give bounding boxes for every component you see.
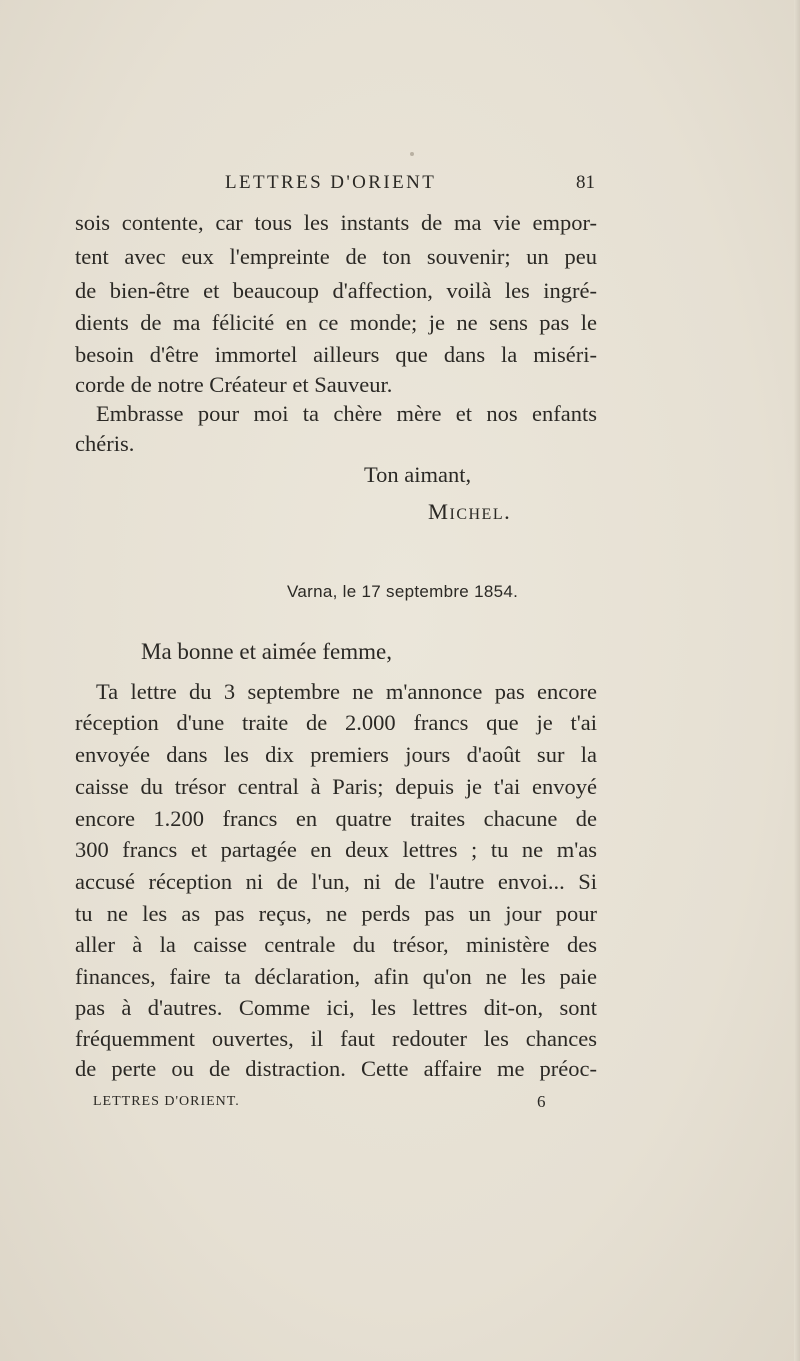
- signature-mark: 6: [537, 1092, 546, 1111]
- text-line: 300 francs et partagée en deux lettres ; tu ne m'as: [75, 837, 597, 862]
- text-line: pas à d'autres. Comme ici, les lettres dit-on, sont: [75, 995, 597, 1020]
- text-line: finances, faire ta déclaration, afin qu'on ne les paie: [75, 964, 597, 989]
- text-line: de perte ou de distraction. Cette affaire me préoc-: [75, 1056, 597, 1081]
- text-line: tent avec eux l'empreinte de ton souvenir; un peu: [75, 244, 597, 269]
- letter-signature: Michel.: [428, 499, 512, 524]
- text-line: aller à la caisse centrale du trésor, ministère des: [75, 932, 597, 957]
- text-line: encore 1.200 francs en quatre traites chacune de: [75, 806, 597, 831]
- page-footer: [75, 1094, 597, 1118]
- letter-salutation: Ma bonne et aimée femme,: [141, 639, 392, 664]
- text-line: dients de ma félicité en ce monde; je ne sens pas le: [75, 310, 597, 335]
- text-line: besoin d'être immortel ailleurs que dans la miséri-: [75, 342, 597, 367]
- text-line: réception d'une traite de 2.000 francs que je t'ai: [75, 710, 597, 735]
- text-line: chéris.: [75, 431, 135, 456]
- page-edge: [794, 0, 800, 1361]
- text-line: Embrasse pour moi ta chère mère et nos enfants: [96, 401, 597, 426]
- letter-dateline: Varna, le 17 septembre 1854.: [287, 582, 519, 601]
- text-line: envoyée dans les dix premiers jours d'août sur la: [75, 742, 597, 767]
- text-line: corde de notre Créateur et Sauveur.: [75, 372, 393, 397]
- running-head: [75, 172, 595, 200]
- text-line: accusé réception ni de l'un, ni de l'autre envoi... Si: [75, 869, 597, 894]
- text-line: fréquemment ouvertes, il faut redouter les chances: [75, 1026, 597, 1051]
- letter-closing: Ton aimant,: [364, 462, 472, 487]
- text-line: Ta lettre du 3 septembre ne m'annonce pas encore: [96, 679, 597, 704]
- text-line: de bien-être et beaucoup d'affection, voilà les ingré-: [75, 278, 597, 303]
- text-line: sois contente, car tous les instants de ma vie empor-: [75, 210, 597, 235]
- footer-title: LETTRES D'ORIENT.: [93, 1094, 240, 1109]
- paper-speck: [410, 152, 414, 156]
- page-number: 81: [576, 172, 595, 193]
- text-line: caisse du trésor central à Paris; depuis je t'ai envoyé: [75, 774, 597, 799]
- running-head-title: LETTRES D'ORIENT: [225, 172, 437, 193]
- text-line: tu ne les as pas reçus, ne perds pas un jour pour: [75, 901, 597, 926]
